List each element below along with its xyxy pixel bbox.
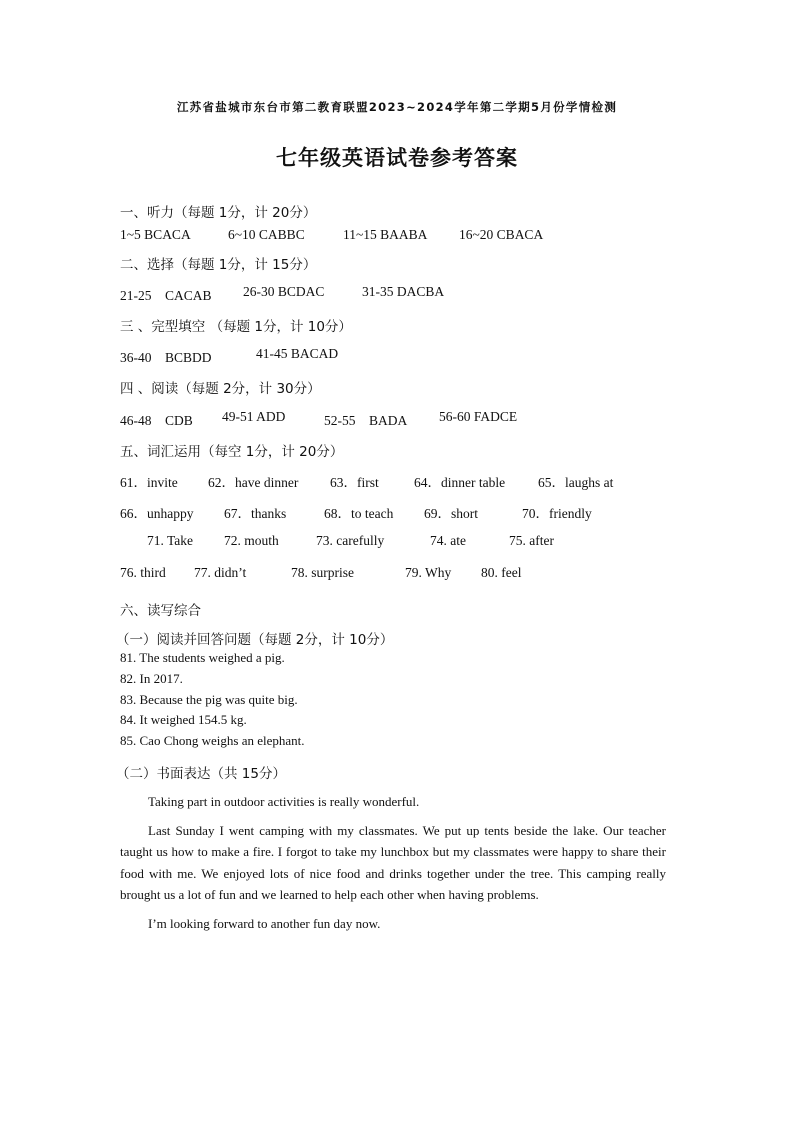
answer-group: 36-40 BCBDD bbox=[120, 350, 212, 365]
section-heading-reading-writing: 六、读写综合 bbox=[120, 603, 201, 619]
answer-group: 11~15 BAABA bbox=[343, 227, 428, 242]
vocab-answer: 66．unhappy bbox=[120, 506, 194, 521]
answer-group: 21-25 CACAB bbox=[120, 288, 212, 303]
section-heading-choice: 二、选择（每题 1分，计 15分） bbox=[120, 257, 317, 273]
vocab-answer: 79. Why bbox=[405, 565, 452, 580]
answer-group: 31-35 DACBA bbox=[362, 284, 445, 299]
vocab-answer: 70．friendly bbox=[522, 506, 592, 521]
vocab-answer: 80. feel bbox=[481, 565, 522, 580]
vocab-answer: 62．have dinner bbox=[208, 475, 299, 490]
section-heading-vocabulary: 五、词汇运用（每空 1分，计 20分） bbox=[120, 444, 344, 460]
qa-answer-83: 83. Because the pig was quite big. bbox=[120, 692, 298, 707]
vocab-answer: 64．dinner table bbox=[414, 475, 506, 490]
vocab-answer: 68．to teach bbox=[324, 506, 394, 521]
section-heading-reading: 四 、阅读（每题 2分，计 30分） bbox=[120, 381, 321, 397]
subsection-heading-answer-questions: （一）阅读并回答问题（每题 2分，计 10分） bbox=[116, 632, 394, 648]
answer-group: 46-48 CDB bbox=[120, 413, 193, 428]
qa-answer-85: 85. Cao Chong weighs an elephant. bbox=[120, 733, 305, 748]
vocab-answer: 74. ate bbox=[430, 533, 466, 548]
section-heading-listening: 一、听力（每题 1分，计 20分） bbox=[120, 205, 317, 221]
answer-group: 56-60 FADCE bbox=[439, 409, 518, 424]
vocab-answer: 63．first bbox=[330, 475, 379, 490]
vocab-answer: 73. carefully bbox=[316, 533, 385, 548]
vocab-answer: 72. mouth bbox=[224, 533, 279, 548]
answer-group: 26-30 BCDAC bbox=[243, 284, 325, 299]
qa-answer-82: 82. In 2017. bbox=[120, 671, 183, 686]
answer-group: 41-45 BACAD bbox=[256, 346, 339, 361]
vocab-answer: 75. after bbox=[509, 533, 554, 548]
answer-group: 49-51 ADD bbox=[222, 409, 286, 424]
section-heading-cloze: 三 、完型填空 （每题 1分，计 10分） bbox=[120, 319, 352, 335]
answer-group: 52-55 BADA bbox=[324, 413, 408, 428]
vocab-answer: 69．short bbox=[424, 506, 478, 521]
subsection-heading-writing: （二）书面表达（共 15分） bbox=[116, 766, 286, 782]
vocab-answer: 65．laughs at bbox=[538, 475, 614, 490]
answer-group: 16~20 CBACA bbox=[459, 227, 544, 242]
qa-answer-84: 84. It weighed 154.5 kg. bbox=[120, 712, 247, 727]
vocab-answer: 61．invite bbox=[120, 475, 178, 490]
essay-paragraph-2: Last Sunday I went camping with my classmates. We put up tents beside the lake. Our teacher taught us how to make a fire. I forgot to take my lunchbox but my classmates were happy to share their food with me. We enjoyed lots of nice food and drinks together under the tree. This camping really brought us a lot of fun and we learned to help each other when having problems. bbox=[120, 823, 666, 902]
vocab-answer: 71. Take bbox=[147, 533, 194, 548]
vocab-answer: 78. surprise bbox=[291, 565, 354, 580]
vocab-answer: 77. didn’t bbox=[194, 565, 247, 580]
qa-answer-81: 81. The students weighed a pig. bbox=[120, 650, 285, 665]
answer-group: 6~10 CABBC bbox=[228, 227, 305, 242]
vocab-answer: 76. third bbox=[120, 565, 166, 580]
essay-paragraph-1: Taking part in outdoor activities is really wonderful. bbox=[148, 794, 420, 809]
vocab-answer: 67．thanks bbox=[224, 506, 287, 521]
page-title: 七年级英语试卷参考答案 bbox=[276, 145, 518, 170]
answer-group: 1~5 BCACA bbox=[120, 227, 191, 242]
exam-header: 江苏省盐城市东台市第二教育联盟2023~2024学年第二学期5月份学情检测 bbox=[176, 100, 618, 114]
essay-paragraph-3: I’m looking forward to another fun day now. bbox=[148, 916, 381, 931]
